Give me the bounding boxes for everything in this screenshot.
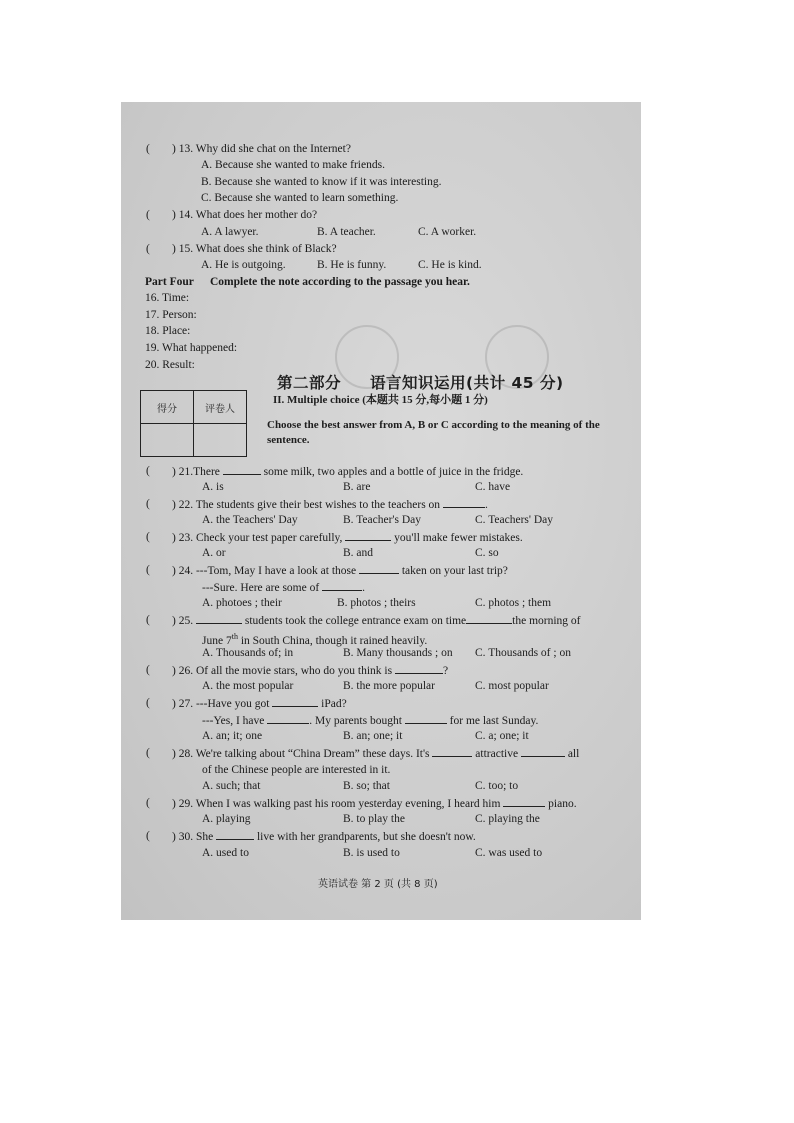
answer-paren: ( — [146, 465, 150, 477]
q23-option-b: B. and — [343, 547, 374, 559]
q28-text-after: all — [567, 748, 580, 760]
section-title-part: 第二部分 — [277, 374, 342, 392]
note-item-person: 17. Person: — [145, 309, 197, 321]
answer-paren: ( — [146, 209, 150, 221]
question-26 — [172, 663, 448, 678]
q25-date: June 7 — [202, 634, 232, 647]
answer-blank — [223, 464, 261, 475]
question-27 — [172, 696, 347, 711]
q25-option-c: C. Thousands of ; on — [475, 647, 571, 659]
q21-text-after: some milk, two apples and a bottle of juice in the fridge. — [263, 466, 524, 478]
answer-blank — [196, 613, 242, 624]
q26-text-after: ? — [442, 665, 449, 677]
q24-option-b: B. photos ; theirs — [337, 597, 416, 609]
q21-option-c: C. have — [475, 481, 511, 493]
answer-blank — [359, 563, 399, 574]
answer-paren: ( — [146, 564, 150, 576]
answer-paren: ( — [146, 797, 150, 809]
q21-option-b: B. are — [343, 481, 371, 493]
q22-option-b: B. Teacher's Day — [343, 514, 422, 526]
part-four-instruction: Complete the note according to the passage you hear. — [210, 276, 470, 288]
q23-option-a: A. or — [202, 547, 226, 559]
q29-text-before: ) 29. When I was walking past his room yesterday evening, I heard him — [172, 798, 501, 810]
q22-option-c: C. Teachers' Day — [475, 514, 554, 526]
question-24 — [172, 563, 508, 578]
q25-text-mid: students took the college entrance exam on time — [244, 615, 467, 627]
q30-option-a: A. used to — [202, 847, 249, 859]
q14-option-a: A. A lawyer. — [201, 226, 259, 238]
q29-option-b: B. to play the — [343, 813, 405, 825]
q27-text-after: iPad? — [321, 698, 347, 710]
score-table — [140, 390, 247, 457]
question-28 — [172, 746, 579, 761]
q23-text-before: ) 23. Check your test paper carefully, — [172, 532, 343, 544]
answer-blank — [216, 829, 254, 840]
answer-paren: ( — [146, 243, 150, 255]
grader-header: 评卷人 — [194, 391, 247, 424]
q22-option-a: A. the Teachers' Day — [202, 514, 298, 526]
q26-text-before: ) 26. Of all the movie stars, who do you think is — [172, 665, 393, 677]
answer-paren: ( — [146, 697, 150, 709]
q27-reply-mid: . My parents bought — [309, 715, 402, 727]
question-30 — [172, 829, 476, 844]
score-cell — [141, 424, 194, 457]
q27-reply: ---Yes, I have — [202, 715, 265, 727]
q29-option-a: A. playing — [202, 813, 251, 825]
question-15: ) 15. What does she think of Black? — [172, 243, 337, 255]
answer-paren: ( — [146, 664, 150, 676]
q21-option-a: A. is — [202, 481, 224, 493]
question-22 — [172, 497, 488, 512]
section-instruction: Choose the best answer from A, B or C according to the meaning of the sentence. — [267, 419, 600, 446]
q28-option-b: B. so; that — [343, 780, 390, 792]
q23-option-c: C. so — [475, 547, 499, 559]
q25-option-a: A. Thousands of; in — [202, 647, 294, 659]
part-four-heading: Part Four — [145, 276, 194, 288]
answer-blank — [521, 746, 565, 757]
q24-reply: ---Sure. Here are some of — [202, 582, 320, 594]
q29-option-c: C. playing the — [475, 813, 540, 825]
question-23 — [172, 530, 523, 545]
question-28-line2: of the Chinese people are interested in it. — [202, 764, 391, 776]
q24-option-a: A. photoes ; their — [202, 597, 282, 609]
q24-text-before: ) 24. ---Tom, May I have a look at those — [172, 565, 357, 577]
q13-option-c: C. Because she wanted to learn something. — [201, 192, 399, 204]
note-item-place: 18. Place: — [145, 325, 191, 337]
note-item-time: 16. Time: — [145, 292, 190, 304]
question-14: ) 14. What does her mother do? — [172, 209, 318, 221]
q21-text-before: ) 21.There — [172, 466, 220, 478]
q29-text-after: piano. — [548, 798, 577, 810]
question-24-line2 — [202, 580, 365, 595]
q15-option-b: B. He is funny. — [317, 259, 387, 271]
q22-text-after: . — [484, 499, 488, 511]
q22-text-before: ) 22. The students give their best wishes to the teachers on — [172, 499, 441, 511]
question-21 — [172, 464, 523, 479]
q13-option-b: B. Because she wanted to know if it was interesting. — [201, 176, 442, 188]
note-item-what-happened: 19. What happened: — [145, 342, 238, 354]
section-subtitle: II. Multiple choice (本题共 15 分,每小题 1 分) — [273, 394, 488, 406]
question-25 — [172, 613, 581, 628]
answer-blank — [443, 497, 485, 508]
q30-text-before: ) 30. She — [172, 831, 214, 843]
answer-blank — [466, 613, 512, 624]
q15-option-c: C. He is kind. — [418, 259, 482, 271]
q25-text-end: in South China, though it rained heavily. — [237, 634, 428, 647]
q30-text-after: live with her grandparents, but she doesn't now. — [256, 831, 476, 843]
answer-blank — [322, 580, 362, 591]
answer-blank — [432, 746, 472, 757]
q25-number: ) 25. — [172, 615, 194, 627]
question-29 — [172, 796, 577, 811]
answer-blank — [395, 663, 443, 674]
q14-option-c: C. A worker. — [418, 226, 477, 238]
q27-option-b: B. an; one; it — [343, 730, 403, 742]
q28-text-mid: attractive — [475, 748, 519, 760]
q27-option-a: A. an; it; one — [202, 730, 263, 742]
question-27-line2 — [202, 713, 538, 728]
note-item-result: 20. Result: — [145, 359, 195, 371]
q30-option-b: B. is used to — [343, 847, 400, 859]
q25-text-after: the morning of — [512, 615, 581, 627]
q27-text-before: ) 27. ---Have you got — [172, 698, 270, 710]
q27-option-c: C. a; one; it — [475, 730, 529, 742]
q25-date-suffix: th — [231, 632, 238, 641]
q26-option-c: C. most popular — [475, 680, 549, 692]
answer-paren: ( — [146, 747, 150, 759]
answer-blank — [503, 796, 545, 807]
q26-option-b: B. the more popular — [343, 680, 435, 692]
q24-reply-end: . — [362, 582, 365, 594]
q27-reply-end: for me last Sunday. — [449, 715, 539, 727]
answer-paren: ( — [146, 614, 150, 626]
q26-option-a: A. the most popular — [202, 680, 294, 692]
q28-text-before: ) 28. We're talking about “China Dream” these days. It's — [172, 748, 430, 760]
q30-option-c: C. was used to — [475, 847, 543, 859]
answer-blank — [267, 713, 309, 724]
q25-option-b: B. Many thousands ; on — [343, 647, 453, 659]
q23-text-after: you'll make fewer mistakes. — [394, 532, 523, 544]
q28-option-a: A. such; that — [202, 780, 261, 792]
answer-paren: ( — [146, 498, 150, 510]
answer-paren: ( — [146, 830, 150, 842]
q24-text-after: taken on your last trip? — [401, 565, 508, 577]
q13-option-a: A. Because she wanted to make friends. — [201, 159, 385, 171]
grader-cell — [194, 424, 247, 457]
answer-paren: ( — [146, 531, 150, 543]
section-title-name: 语言知识运用(共计 45 分) — [370, 374, 564, 392]
q24-option-c: C. photos ; them — [475, 597, 552, 609]
score-header: 得分 — [141, 391, 194, 424]
q15-option-a: A. He is outgoing. — [201, 259, 286, 271]
answer-blank — [405, 713, 447, 724]
page-footer: 英语试卷 第 2 页 (共 8 页) — [318, 879, 438, 890]
answer-paren: ( — [146, 143, 150, 155]
answer-blank — [345, 530, 391, 541]
answer-blank — [272, 696, 318, 707]
question-13: ) 13. Why did she chat on the Internet? — [172, 143, 351, 155]
q28-option-c: C. too; to — [475, 780, 519, 792]
q14-option-b: B. A teacher. — [317, 226, 376, 238]
